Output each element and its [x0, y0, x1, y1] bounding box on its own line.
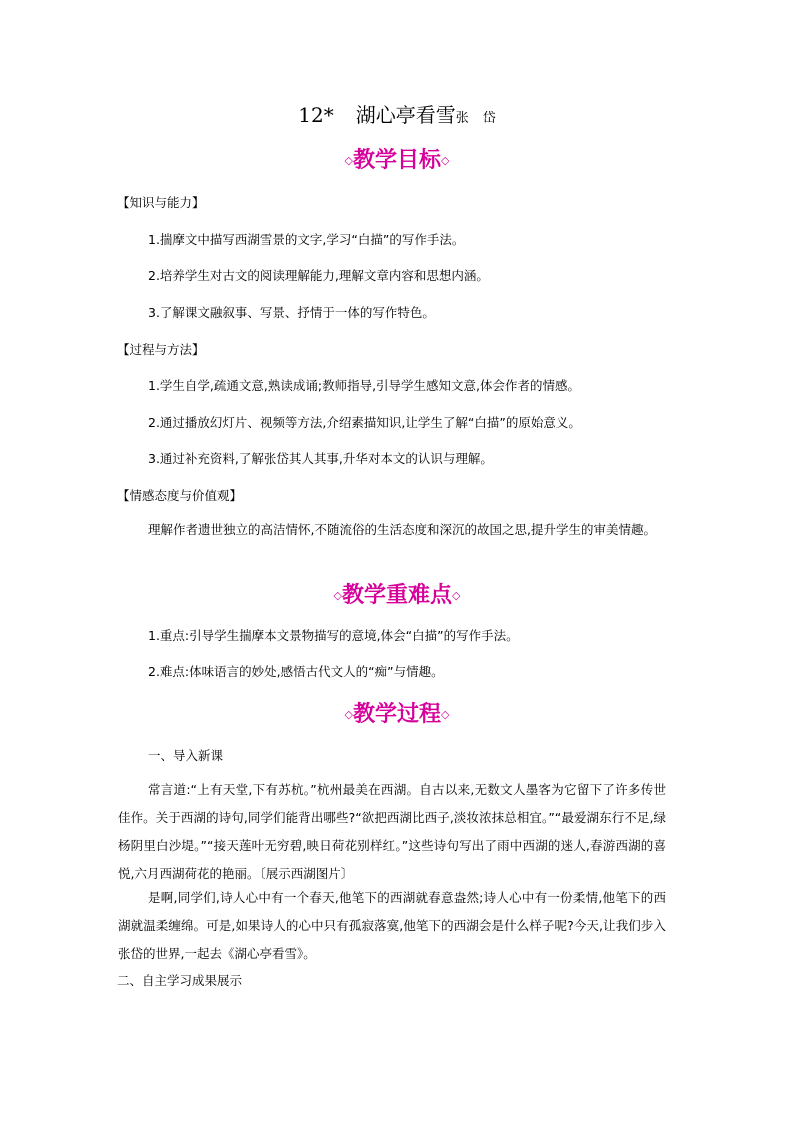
knowledge-item-3: 3.了解课文融叙事、写景、抒情于一体的写作特色。: [148, 305, 435, 320]
lesson-title-text: 湖心亭看雪: [355, 103, 456, 127]
process-item-1: 1.学生自学,疏通文意,熟读成诵;教师指导,引导学生感知文意,体会作者的情感。: [148, 378, 581, 393]
diamond-icon: ◇: [452, 589, 461, 602]
knowledge-label: 【知识与能力】: [117, 195, 205, 210]
diamond-icon: ◇: [344, 708, 353, 721]
process-item-3: 3.通过补充资料,了解张岱其人其事,升华对本文的认识与理解。: [148, 451, 493, 466]
objectives-heading: [0, 146, 794, 176]
diamond-icon: ◇: [441, 154, 450, 167]
knowledge-item-2: 2.培养学生对古文的阅读理解能力,理解文章内容和思想内涵。: [148, 268, 489, 283]
emotion-label: 【情感态度与价值观】: [117, 488, 243, 503]
author-char-2: 岱: [482, 111, 496, 126]
key-points-heading-text: 教学重难点: [341, 583, 452, 608]
knowledge-item-1: 1.揣摩文中描写西湖雪景的文字,学习“白描”的写作手法。: [148, 232, 465, 247]
lesson-number: 12*: [298, 103, 334, 127]
step-2-heading: 二、自主学习成果展示: [117, 973, 243, 988]
author-name: [456, 111, 496, 126]
procedure-heading: [0, 700, 794, 730]
key-point-1: 1.重点:引导学生揣摩本文景物描写的意境,体会“白描”的写作手法。: [148, 628, 519, 643]
process-label: 【过程与方法】: [117, 342, 205, 357]
objectives-heading-text: 教学目标: [352, 148, 441, 173]
diamond-icon: ◇: [441, 708, 450, 721]
process-item-2: 2.通过播放幻灯片、视频等方法,介绍素描知识,让学生了解“白描”的原始意义。: [148, 415, 581, 430]
procedure-heading-text: 教学过程: [352, 702, 441, 727]
lesson-title: [0, 100, 794, 134]
transition-paragraph: 是啊,同学们,诗人心中有一个春天,他笔下的西湖就春意盎然;诗人心中有一份柔情,他笔下的西湖就温柔缠绵。可是,如果诗人的心中只有孤寂落寞,他笔下的西湖会是什么样子呢?今天,让我们步入张岱的世界,一起去《湖心亭看雪》。: [118, 890, 666, 961]
key-point-2: 2.难点:体味语言的妙处,感悟古代文人的“痴”与情趣。: [148, 664, 444, 679]
emotion-paragraph: 理解作者遗世独立的高洁情怀,不随流俗的生活态度和深沉的故国之思,提升学生的审美情趣。: [148, 522, 656, 537]
key-points-heading: [0, 581, 794, 611]
diamond-icon: ◇: [333, 589, 342, 602]
author-char-1: 张: [455, 111, 469, 126]
diamond-icon: ◇: [344, 154, 353, 167]
step-1-heading: 一、导入新课: [148, 748, 224, 763]
intro-paragraph: 常言道:“上有天堂,下有苏杭。”杭州最美在西湖。自古以来,无数文人墨客为它留下了许多传世佳作。关于西湖的诗句,同学们能背出哪些?“欲把西湖比西子,淡妆浓抹总相宜。”“最爱湖东行不足,绿杨阴里白沙堤。”“接天莲叶无穷碧,映日荷花别样红。”这些诗句写出了雨中西湖的迷人,春游西湖的喜悦,六月西湖荷花的艳丽。〔展示西湖图片〕: [118, 782, 666, 881]
